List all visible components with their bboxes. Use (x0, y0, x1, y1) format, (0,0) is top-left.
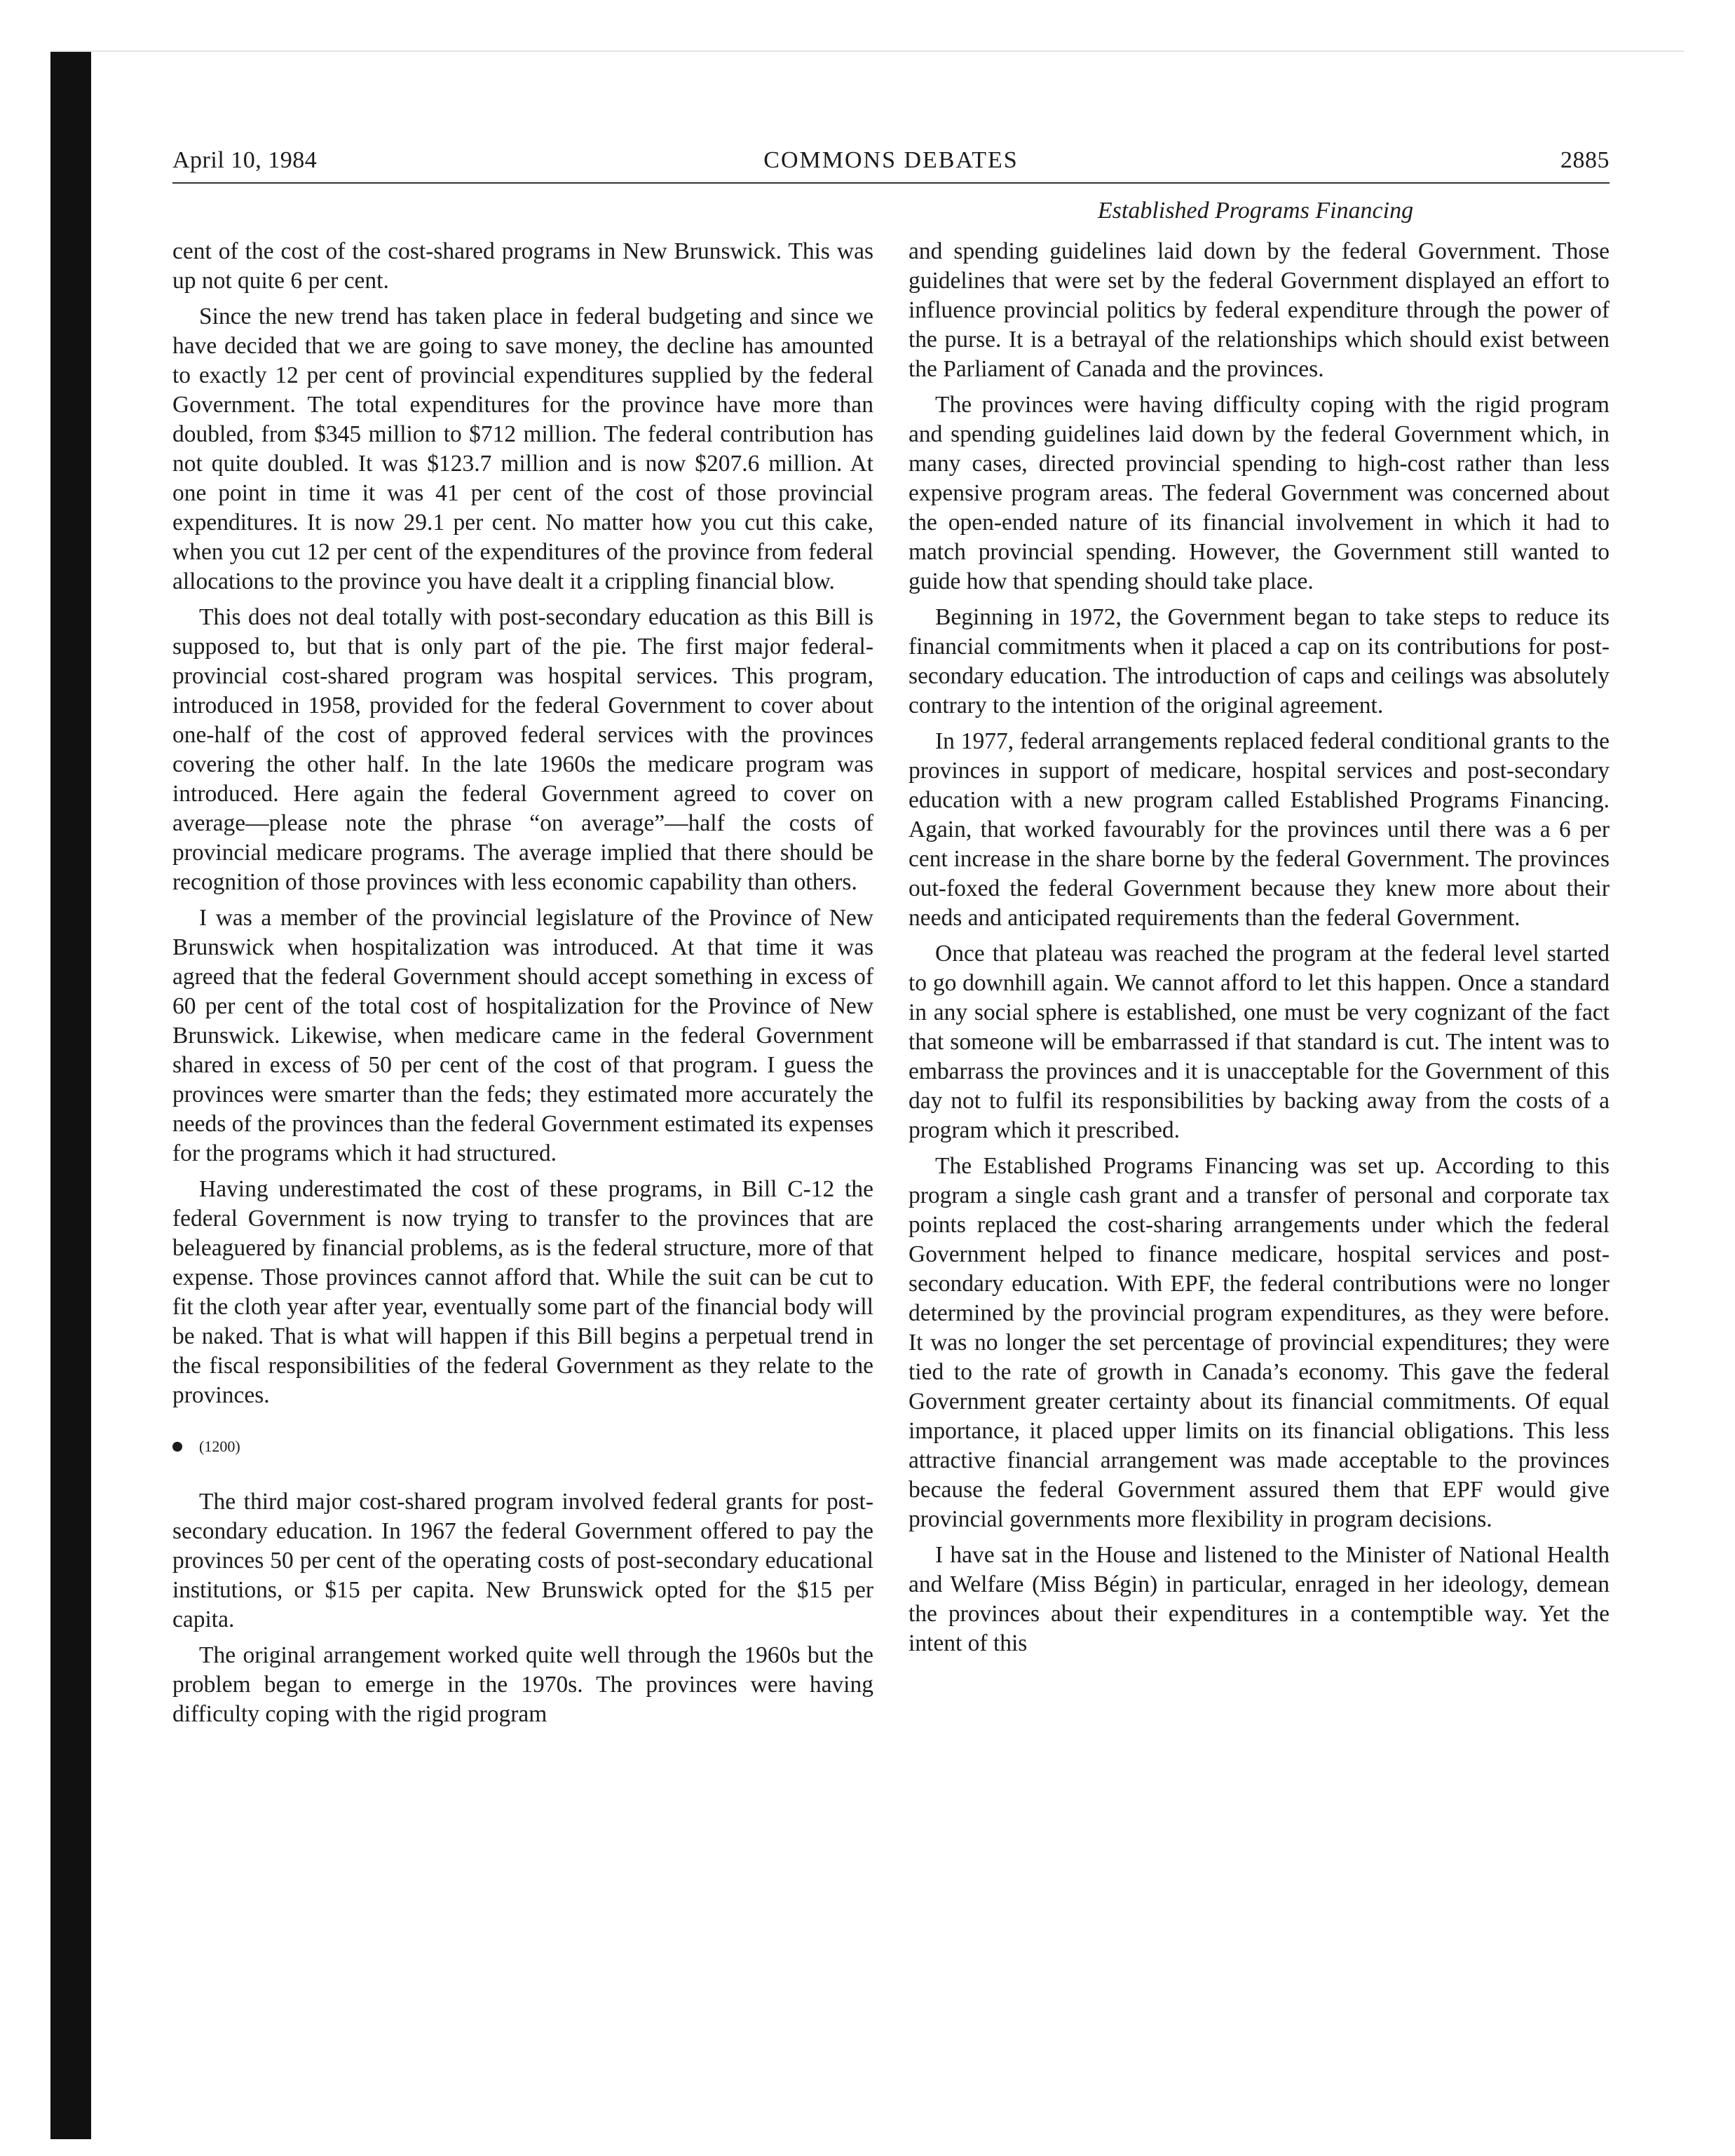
scan-edge-shadow (50, 50, 91, 2139)
left-column (172, 237, 873, 1735)
paragraph: cent of the cost of the cost-shared programs in New Brunswick. This was up not quite 6 per cent. (172, 238, 873, 294)
bullet-icon (172, 1442, 182, 1452)
paragraph: Having underestimated the cost of these programs, in Bill C-12 the federal Government is now trying to transfer to the provinces that are beleaguered by financial problems, as is the federal structure, more of that expense. Those provinces cannot afford that. While the suit can be cut to fit the cloth year after year, eventually some part of the financial body will be naked. That is what will happen if this Bill begins a perpetual trend in the fiscal responsibilities of the federal Government as they relate to the provinces. (172, 1176, 873, 1408)
time-marker-label: (1200) (199, 1438, 240, 1455)
header-date: April 10, 1984 (172, 147, 318, 173)
paragraph: The third major cost-shared program involved federal grants for post-secondary education. In 1967 the federal Government offered to pay the provinces 50 per cent of the operating costs of post-secondary educational institutions, or $15 per capita. New Brunswick opted for the $15 per capita. (172, 1489, 873, 1632)
paragraph: I was a member of the provincial legislature of the Province of New Brunswick when hospitalization was introduced. At that time it was agreed that the federal Government should accept something in excess of 60 per cent of the total cost of hospitalization for the Province of New Brunswick. Likewise, when medicare came in the federal Government shared in excess of 50 per cent of the cost of that program. I guess the provinces were smarter than the feds; they estimated more accurately the needs of the provinces than the federal Government estimated its expenses for the programs which it had structured. (172, 905, 873, 1166)
paragraph: The provinces were having difficulty coping with the rigid program and spending guidelines laid down by the federal Government which, in many cases, directed provincial spending to high-cost rather than less expensive program areas. The federal Government was concerned about the open-ended nature of its financial involvement in which it had to match provincial spending. However, the Government still wanted to guide how that spending should take place. (909, 392, 1610, 594)
header-page-number: 2885 (1560, 147, 1610, 173)
paragraph: The original arrangement worked quite well through the 1960s but the problem began to emerge in the 1970s. The provinces were having difficulty coping with the rigid program (172, 1642, 873, 1727)
paragraph: In 1977, federal arrangements replaced federal conditional grants to the provinces in support of medicare, hospital services and post-secondary education with a new program called Established Programs Financing. Again, that worked favourably for the provinces until there was a 6 per cent increase in the share borne by the federal Government. The provinces out-foxed the federal Government because they knew more about their needs and anticipated requirements than the federal Government. (909, 728, 1610, 931)
scan-top-edge (50, 50, 1684, 52)
paragraph: This does not deal totally with post-secondary education as this Bill is supposed to, but that is only part of the pie. The first major federal-provincial cost-shared program was hospital services. This program, introduced in 1958, provided for the federal Government to cover about one-half of the cost of approved federal services with the provinces covering the other half. In the late 1960s the medicare program was introduced. Here again the federal Government agreed to cover on average—please note the phrase “on average”—half the costs of provincial medicare programs. The average implied that there should be recognition of those provinces with less economic capability than others. (172, 604, 873, 895)
time-marker (172, 1437, 873, 1456)
paragraph: Beginning in 1972, the Government began to take steps to reduce its financial commitments when it placed a cap on its contributions for post-secondary education. The introduction of caps and ceilings was absolutely contrary to the intention of the original agreement. (909, 604, 1610, 718)
header-publication: COMMONS DEBATES (763, 147, 1019, 173)
paragraph: and spending guidelines laid down by the federal Government. Those guidelines that were set by the federal Government displayed an effort to influence provincial politics by federal expenditure through the power of the purse. It is a betrayal of the relationships which should exist between the Parliament of Canada and the provinces. (909, 238, 1610, 382)
running-header (172, 140, 1610, 182)
paragraph: Since the new trend has taken place in federal budgeting and since we have decided that we are going to save money, the decline has amounted to exactly 12 per cent of provincial expenditures supplied by the federal Government. The total expenditures for the province have more than doubled, from $345 million to $712 million. The federal contribution has not quite doubled. It was $123.7 million and is now $207.6 million. At one point in time it was 41 per cent of the cost of those provincial expenditures. It is now 29.1 per cent. No matter how you cut this cake, when you cut 12 per cent of the expenditures of the province from federal allocations to the province you have dealt it a crippling financial blow. (172, 303, 873, 594)
right-column (909, 237, 1610, 1665)
paragraph: The Established Programs Financing was set up. According to this program a single cash grant and a transfer of personal and corporate tax points replaced the cost-sharing arrangements under which the federal Government helped to finance medicare, hospital services and post-secondary education. With EPF, the federal contributions were no longer determined by the provincial program expenditures, as they were before. It was no longer the set percentage of provincial expenditures; they were tied to the rate of growth in Canada’s economy. This gave the federal Government greater certainty about its financial commitments. Of equal importance, it placed upper limits on its financial obligations. This less attractive financial arrangement was made acceptable to the provinces because the federal Government assured them that EPF would give provincial governments more flexibility in program decisions. (909, 1153, 1610, 1532)
header-rule (172, 182, 1610, 184)
document-page (172, 140, 1610, 2075)
paragraph: I have sat in the House and listened to the Minister of National Health and Welfare (Miss Bégin) in particular, enraged in her ideology, demean the provinces about their expenditures in a contemptible way. Yet the intent of this (909, 1542, 1610, 1656)
section-title: Established Programs Financing (1097, 198, 1414, 224)
paragraph: Once that plateau was reached the program at the federal level started to go downhill again. We cannot afford to let this happen. Once a standard in any social sphere is established, one must be very cognizant of the fact that someone will be embarrassed if that standard is cut. The intent was to embarrass the provinces and it is unacceptable for the Government of this day not to fulfil its responsibilities by backing away from the costs of a program which it prescribed. (909, 941, 1610, 1143)
